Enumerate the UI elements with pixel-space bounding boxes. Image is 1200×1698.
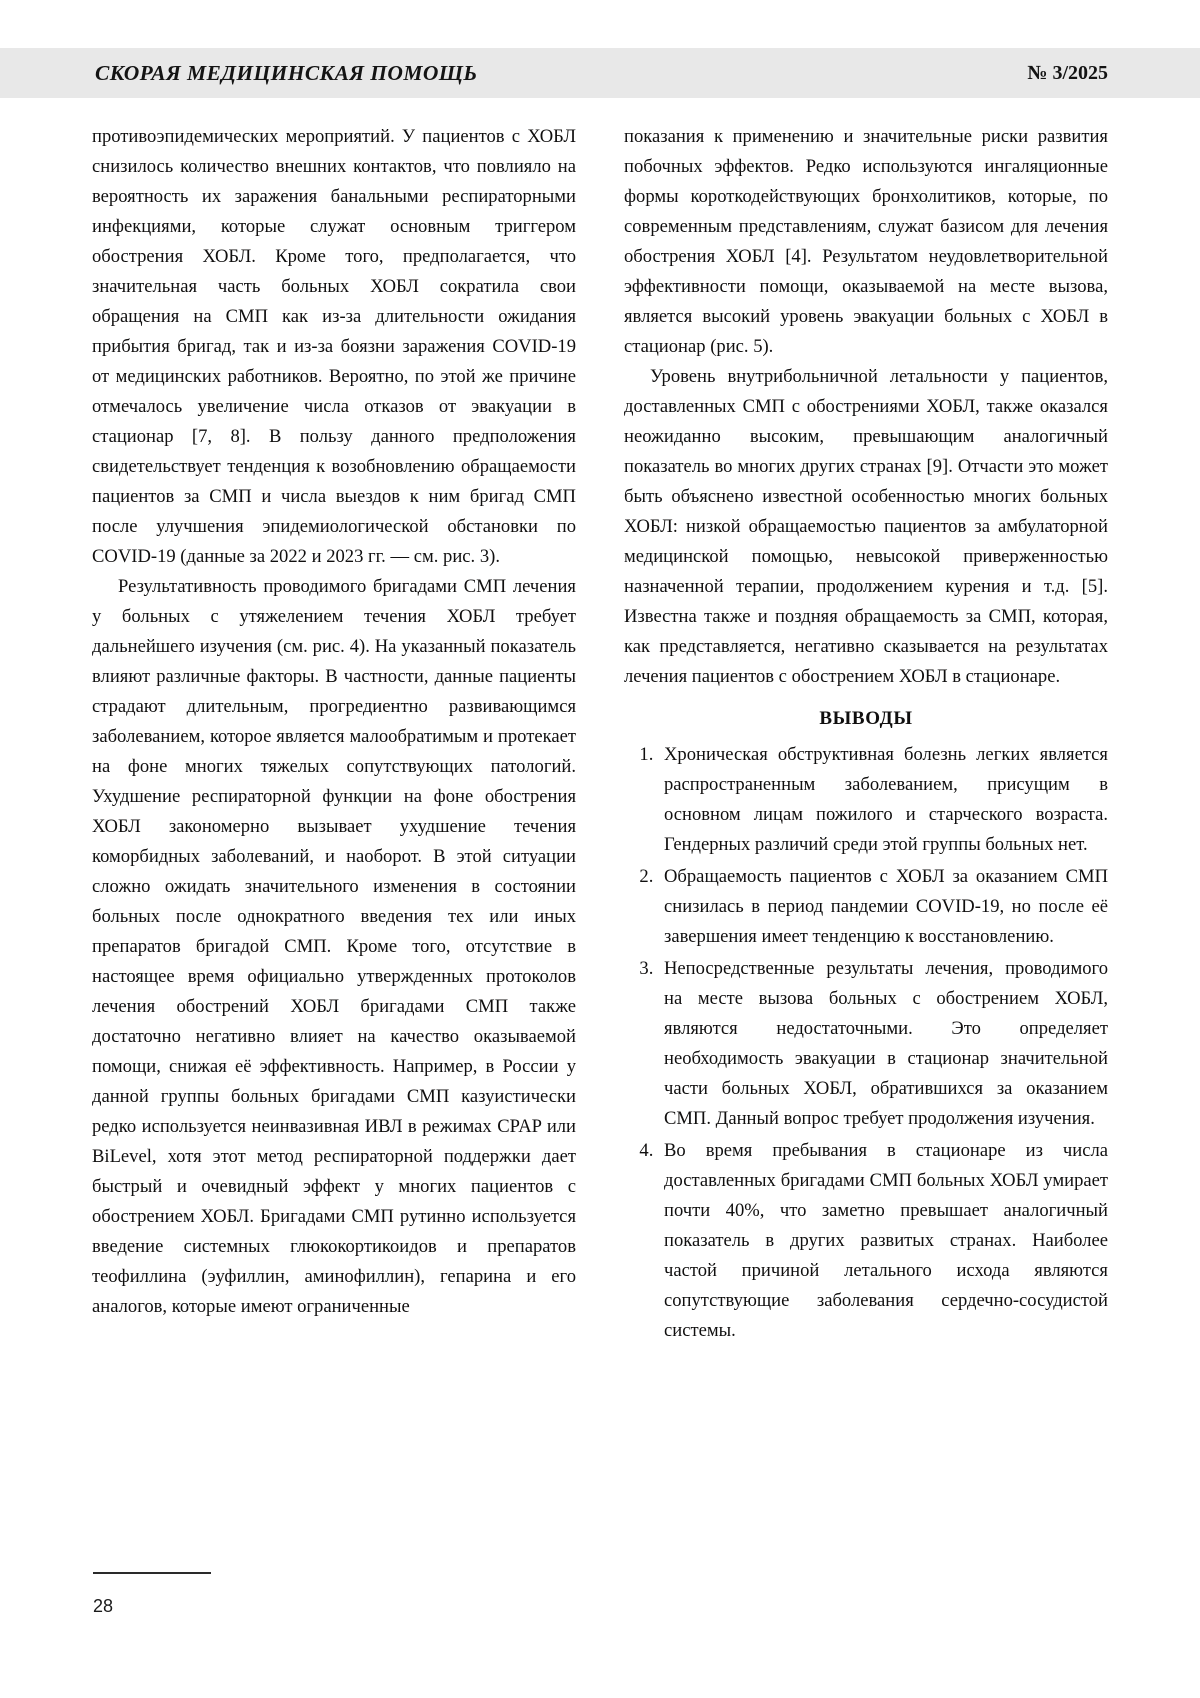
list-item: 1. Хроническая обструктивная болезнь легких является распространенным заболеванием, присущим в основном лицам пожилого и старческого возраста. Гендерных различий среди этой группы больных нет. (658, 740, 1108, 860)
paragraph: показания к применению и значительные риски развития побочных эффектов. Редко используются ингаляционные формы короткодействующих бронхолитиков, которые, по современным представлениям, служат базисом для лечения обострения ХОБЛ [4]. Результатом неудовлетворительной эффективности помощи, оказываемой на месте вызова, является высокий уровень эвакуации больных с ХОБЛ в стационар (рис. 5). (624, 126, 1108, 357)
paragraph: Результативность проводимого бригадами СМП лечения у больных с утяжелением течения ХОБЛ требует дальнейшего изучения (см. рис. 4). На указанный показатель влияют различные факторы. В частности, данные пациенты страдают длительным, прогредиентно развивающимся заболеванием, которое является малообратимым и протекает на фоне многих тяжелых сопутствующих патологий. Ухудшение респираторной функции на фоне обострения ХОБЛ закономерно вызывает ухудшение течения коморбидных заболеваний, и наоборот. В этой ситуации сложно ожидать значительного изменения в состоянии больных после однократного введения тех или иных препаратов бригадой СМП. Кроме того, отсутствие в настоящее время официально утвержденных протоколов лечения обострений ХОБЛ бригадами СМП также достаточно негативно влияет на качество оказываемой помощи, снижая её эффективность. Например, в России у данной группы больных бригадами СМП казуистически редко используется неинвазивная ИВЛ в режимах CPAP или BiLevel, хотя этот метод респираторной поддержки дает быстрый и очевидный эффект у многих пациентов с обострением ХОБЛ. Бригадами СМП рутинно используется введение системных глюкокортикоидов и препаратов теофиллина (эуфиллин, аминофиллин), гепарина и его аналогов, которые имеют ограниченные (92, 576, 576, 1317)
page-number: 28 (93, 1596, 114, 1616)
left-column (92, 122, 576, 1348)
right-column (624, 122, 1108, 1348)
list-item: 4. Во время пребывания в стационаре из числа доставленных бригадами СМП больных ХОБЛ умирает почти 40%, что заметно превышает аналогичный показатель в других развитых странах. Наиболее частой причиной летального исхода являются сопутствующие заболевания сердечно-сосудистой системы. (658, 1136, 1108, 1346)
paragraph: Уровень внутрибольничной летальности у пациентов, доставленных СМП с обострениями ХОБЛ, также оказался неожиданно высоким, превышающим аналогичный показатель во многих других странах [9]. Отчасти это может быть объяснено известной особенностью многих больных ХОБЛ: низкой обращаемостью пациентов за амбулаторной медицинской помощью, невысокой приверженностью назначенной терапии, продолжением курения и т.д. [5]. Известна также и поздняя обращаемость за СМП, которая, как представляется, негативно сказывается на результатах лечения пациентов с обострением ХОБЛ в стационаре. (624, 366, 1108, 687)
footer-divider (93, 1572, 211, 1574)
list-item: 2. Обращаемость пациентов с ХОБЛ за оказанием СМП снизилась в период пандемии COVID-19, но после её завершения имеет тенденцию к восстановлению. (658, 862, 1108, 952)
paragraph: противоэпидемических мероприятий. У пациентов с ХОБЛ снизилось количество внешних контактов, что повлияло на вероятность их заражения банальными респираторными инфекциями, которые служат основным триггером обострения ХОБЛ. Кроме того, предполагается, что значительная часть больных ХОБЛ сократила свои обращения на СМП как из-за длительности ожидания прибытия бригад, так и из-за боязни заражения COVID-19 от медицинских работников. Вероятно, по этой же причине отмечалось увеличение числа отказов от эвакуации в стационар [7, 8]. В пользу данного предположения свидетельствует тенденция к возобновлению обращаемости пациентов за СМП и числа выездов к ним бригад СМП после улучшения эпидемиологической обстановки по COVID-19 (данные за 2022 и 2023 гг. — см. рис. 3). (92, 126, 576, 567)
journal-title: СКОРАЯ МЕДИЦИНСКАЯ ПОМОЩЬ (95, 60, 478, 85)
text-columns (92, 122, 1108, 1348)
issue-number: № 3/2025 (1027, 61, 1108, 84)
section-heading: ВЫВОДЫ (819, 708, 913, 729)
conclusions-list (624, 740, 1108, 1346)
page-header (0, 48, 1200, 98)
list-item: 3. Непосредственные результаты лечения, проводимого на месте вызова больных с обострением ХОБЛ, являются недостаточными. Это определяет необходимость эвакуации в стационар значительной части больных ХОБЛ, обратившихся за оказанием СМП. Данный вопрос требует продолжения изучения. (658, 954, 1108, 1134)
